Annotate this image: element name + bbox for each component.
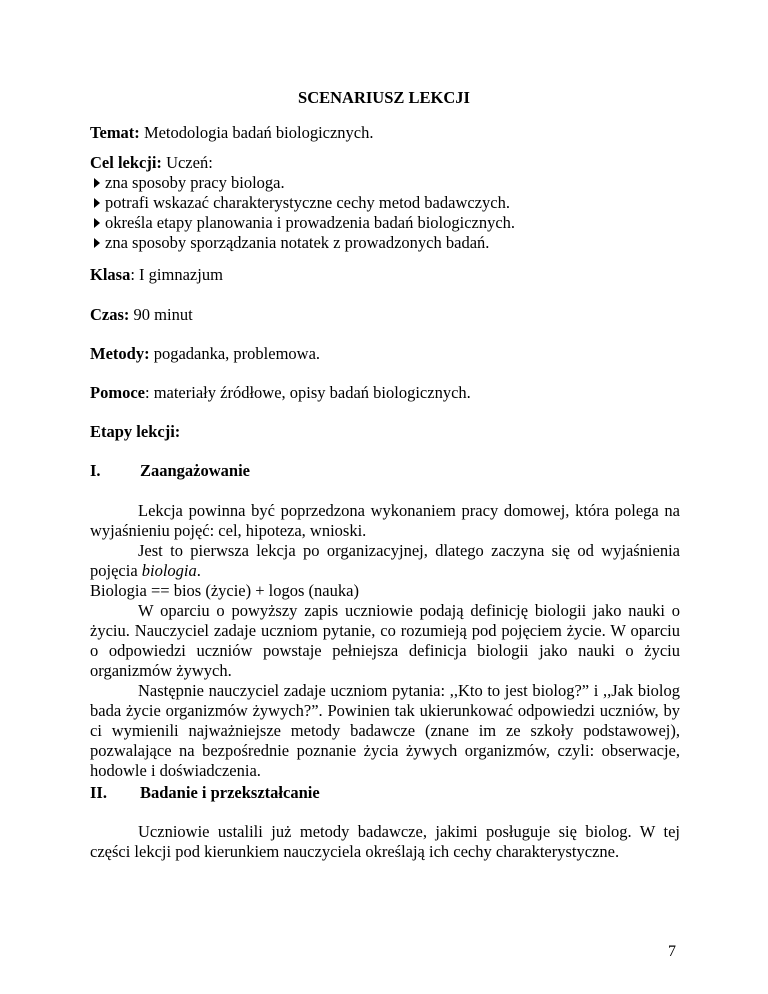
methods-value: pogadanka, problemowa.	[153, 344, 321, 363]
section-2-body	[90, 822, 680, 862]
goal-item: zna sposoby pracy biologa.	[90, 173, 680, 193]
triangle-bullet-icon	[94, 178, 100, 188]
aids-value: : materiały źródłowe, opisy badań biologicznych.	[144, 383, 471, 402]
section-1-heading	[90, 461, 250, 481]
section-1-paragraph: Następnie nauczyciel zadaje uczniom pytania: ,,Kto to jest biolog?” i ,,Jak biolog bada życie organizmów żywych?”. Powinien tak ukierunkować odpowiedzi uczniów, by ci wymienili najważniejsze metody badawcze (znane im ze szkoły podstawowej), pozwalające na bezpośrednie poznanie życia żywych organizmów, czyli: obserwacje, hodowle i doświadczenia.	[90, 681, 680, 780]
time-label: Czas:	[90, 305, 130, 324]
section-1-title: Zaangażowanie	[140, 461, 251, 480]
section-2-title: Badanie i przekształcanie	[140, 783, 320, 802]
triangle-bullet-icon	[94, 218, 100, 228]
section-1-paragraph: W oparciu o powyższy zapis uczniowie podają definicję biologii jako nauki o życiu. Nauczyciel zadaje uczniom pytanie, co rozumieją pod pojęciem życie. W oparciu o odpowiedzi uczniów powstaje pełniejsza definicja biologii jako nauki o życiu organizmów żywych.	[90, 601, 680, 680]
page-title: SCENARIUSZ LEKCJI	[298, 88, 470, 107]
class-line	[90, 265, 680, 285]
time-value: 90 minut	[133, 305, 193, 324]
goal-item: określa etapy planowania i prowadzenia badań biologicznych.	[90, 213, 680, 233]
methods-line	[90, 344, 680, 364]
section-1-paragraph: Jest to pierwsza lekcja po organizacyjnej, dlatego zaczyna się od wyjaśnienia pojęcia biologia.	[90, 541, 680, 580]
goal-item: potrafi wskazać charakterystyczne cechy metod badawczych.	[90, 193, 680, 213]
goal-list	[90, 173, 680, 253]
topic-value: Metodologia badań biologicznych.	[143, 123, 374, 142]
goal-label: Cel lekcji:	[90, 153, 162, 172]
triangle-bullet-icon	[94, 238, 100, 248]
section-2-number: II.	[90, 783, 107, 802]
section-1-body	[90, 501, 680, 781]
page-number: 7	[668, 943, 676, 960]
methods-label: Metody:	[90, 344, 150, 363]
goal-section	[90, 153, 680, 253]
topic-line	[90, 123, 680, 143]
goal-item: zna sposoby sporządzania notatek z prowadzonych badań.	[90, 233, 680, 253]
triangle-bullet-icon	[94, 198, 100, 208]
class-label: Klasa	[90, 265, 131, 284]
section-2-heading	[90, 783, 320, 803]
aids-label: Pomoce	[90, 383, 145, 402]
class-value: : I gimnazjum	[130, 265, 223, 284]
section-1-formula: Biologia == bios (życie) + logos (nauka)	[90, 581, 359, 600]
aids-line	[90, 383, 680, 403]
section-1-number: I.	[90, 461, 101, 480]
topic-label: Temat:	[90, 123, 140, 142]
stages-label: Etapy lekcji:	[90, 422, 181, 441]
section-2-paragraph: Uczniowie ustalili już metody badawcze, jakimi posługuje się biolog. W tej części lekcji pod kierunkiem nauczyciela określają ich cechy charakterystyczne.	[90, 822, 680, 861]
time-line	[90, 305, 680, 325]
section-1-paragraph: Lekcja powinna być poprzedzona wykonaniem pracy domowej, która polega na wyjaśnieniu pojęć: cel, hipoteza, wnioski.	[90, 501, 680, 540]
goal-value: Uczeń:	[166, 153, 213, 172]
